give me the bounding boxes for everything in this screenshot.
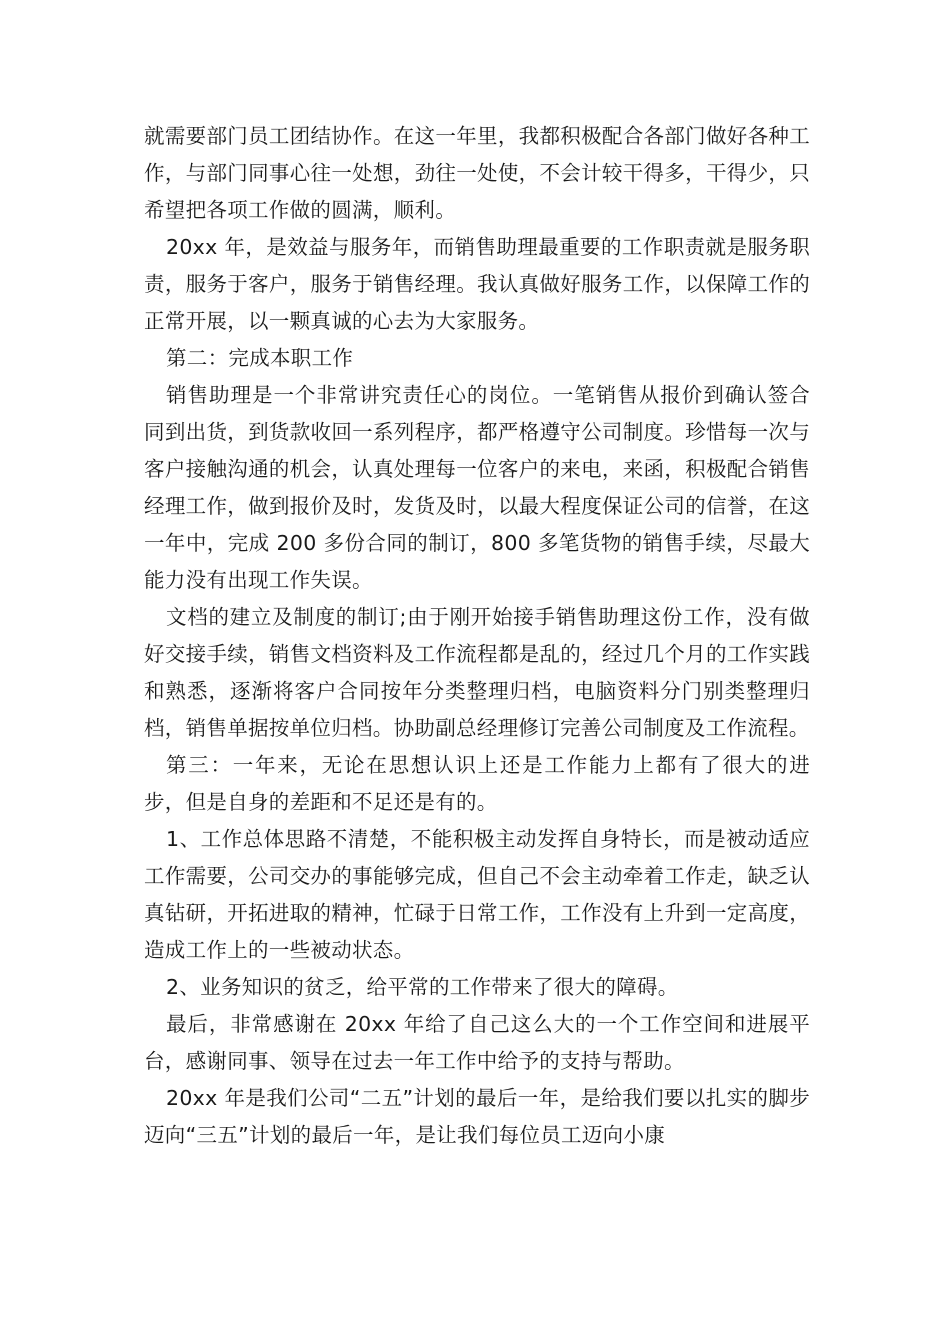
paragraph-final: 20xx 年是我们公司“二五”计划的最后一年，是给我们要以扎实的脚步迈向“三五”计划的最后一年，是让我们每位员工迈向小康: [144, 1086, 810, 1147]
list-item-2: 2、业务知识的贫乏，给平常的工作带来了很大的障碍。: [166, 975, 679, 999]
paragraph-1: 就需要部门员工团结协作。在这一年里，我都积极配合各部门做好各种工作，与部门同事心往一处想，劲往一处使，不会计较干得多，干得少，只希望把各项工作做的圆满，顺利。: [144, 124, 810, 222]
section-heading-3: 第三：一年来，无论在思想认识上还是工作能力上都有了很大的进步，但是自身的差距和不足还是有的。: [144, 753, 810, 814]
paragraph-2: 20xx 年，是效益与服务年，而销售助理最重要的工作职责就是服务职责，服务于客户，服务于销售经理。我认真做好服务工作，以保障工作的正常开展，以一颗真诚的心去为大家服务。: [144, 235, 810, 333]
paragraph-closing: 最后，非常感谢在 20xx 年给了自己这么大的一个工作空间和进展平台，感谢同事、领导在过去一年工作中给予的支持与帮助。: [144, 1012, 810, 1073]
paragraph-4: 文档的建立及制度的制订;由于刚开始接手销售助理这份工作，没有做好交接手续，销售文档资料及工作流程都是乱的，经过几个月的工作实践和熟悉，逐渐将客户合同按年分类整理归档，电脑资料分门别类整理归档，销售单据按单位归档。协助副总经理修订完善公司制度及工作流程。: [144, 605, 810, 740]
list-item-1: 1、工作总体思路不清楚，不能积极主动发挥自身特长，而是被动适应工作需要，公司交办的事能够完成，但自己不会主动牵着工作走，缺乏认真钻研，开拓进取的精神，忙碌于日常工作，工作没有上升到一定高度，造成工作上的一些被动状态。: [144, 827, 810, 962]
document-body: [144, 118, 810, 1154]
section-heading-2: 第二：完成本职工作: [166, 346, 354, 370]
paragraph-3: 销售助理是一个非常讲究责任心的岗位。一笔销售从报价到确认签合同到出货，到货款收回一系列程序，都严格遵守公司制度。珍惜每一次与客户接触沟通的机会，认真处理每一位客户的来电，来函，积极配合销售经理工作，做到报价及时，发货及时，以最大程度保证公司的信誉，在这一年中，完成 200 多份合同的制订，800 多笔货物的销售手续，尽最大能力没有出现工作失误。: [144, 383, 810, 592]
